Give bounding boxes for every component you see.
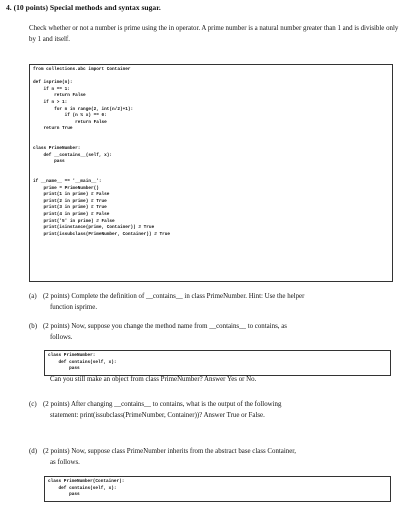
code-line: class PrimeNumber(Container): — [48, 479, 125, 484]
code-block-main — [29, 64, 393, 282]
part-c — [29, 400, 401, 421]
part-b-after: Can you still make an object from class PrimeNumber? Answer Yes or No. — [50, 376, 257, 383]
code-line: prime = PrimeNumber() — [33, 185, 99, 191]
part-d — [29, 447, 401, 468]
part-b-text-2: follows. — [50, 333, 73, 341]
code-line: if n > 1: — [33, 99, 68, 105]
code-line: for n in range(2, int(n/2)+1): — [33, 106, 134, 112]
code-line: if __name__ == '__main__': — [33, 179, 102, 185]
part-a — [29, 292, 401, 313]
code-line: print(4 in prime) # False — [33, 212, 110, 218]
part-d-label: (d) — [29, 448, 38, 455]
part-a-text-2: function isprime. — [50, 303, 98, 311]
code-block-b — [44, 350, 391, 376]
code-line — [33, 140, 392, 147]
code-line: print(2 in prime) # True — [33, 198, 107, 204]
code-line: def contains(self, x): — [48, 485, 117, 491]
code-line: from collections.abc import Container — [33, 67, 131, 72]
code-line: print(issubclass(PrimeNumber, Container)) # True — [33, 231, 171, 237]
code-line: print('5' in prime) # False — [33, 218, 115, 224]
code-line: pass — [48, 492, 80, 498]
code-block-d — [44, 476, 391, 502]
code-line: pass — [33, 159, 65, 165]
code-line: print(3 in prime) # True — [33, 205, 107, 211]
code-line: return False — [33, 119, 107, 125]
part-d-text-2: as follows. — [50, 458, 80, 466]
part-c-label: (c) — [29, 401, 37, 408]
code-line: print(1 in prime) # False — [33, 192, 110, 198]
part-b — [29, 322, 401, 343]
code-line: return True — [33, 126, 73, 132]
part-b-text-1: (2 points) Now, suppose you change the method name from __contains__ to contains, as — [43, 323, 287, 330]
part-b-label: (b) — [29, 323, 38, 330]
code-line: if (n % x) == 0: — [33, 113, 107, 119]
code-line — [33, 74, 392, 81]
code-line: class PrimeNumber: — [48, 353, 96, 358]
problem-intro: Check whether or not a number is prime using the in operator. A prime number is a natural number greater than 1 and is divisible only by 1 and itself. — [29, 25, 399, 43]
part-a-label: (a) — [29, 293, 37, 300]
code-line: pass — [48, 366, 80, 372]
code-line: return False — [33, 93, 86, 99]
code-line: if n == 1: — [33, 86, 70, 92]
code-line: print(isinstance(prime, Container)) # True — [33, 225, 155, 231]
code-line: class PrimeNumber: — [33, 146, 81, 152]
problem-title: 4. (10 points) Special methods and syntax sugar. — [6, 3, 161, 12]
code-line: def isprime(n): — [33, 80, 73, 86]
part-c-text-1: (2 points) After changing __contains__ to contains, what is the output of the following — [43, 401, 282, 408]
part-c-text-2: statement: print(issubclass(PrimeNumber, Container))? Answer True or False. — [50, 411, 265, 419]
code-line — [33, 166, 392, 173]
code-line: def contains(self, x): — [48, 359, 117, 365]
code-line — [33, 173, 392, 180]
part-b-question — [29, 375, 401, 386]
part-d-text-1: (2 points) Now, suppose class PrimeNumber inherits from the abstract base class Container, — [43, 448, 297, 455]
part-a-text-1: (2 points) Complete the definition of __contains__ in class PrimeNumber. Hint: Use the helper — [43, 293, 305, 300]
code-line: def __contains__(self, x): — [33, 152, 113, 158]
code-line — [33, 133, 392, 140]
